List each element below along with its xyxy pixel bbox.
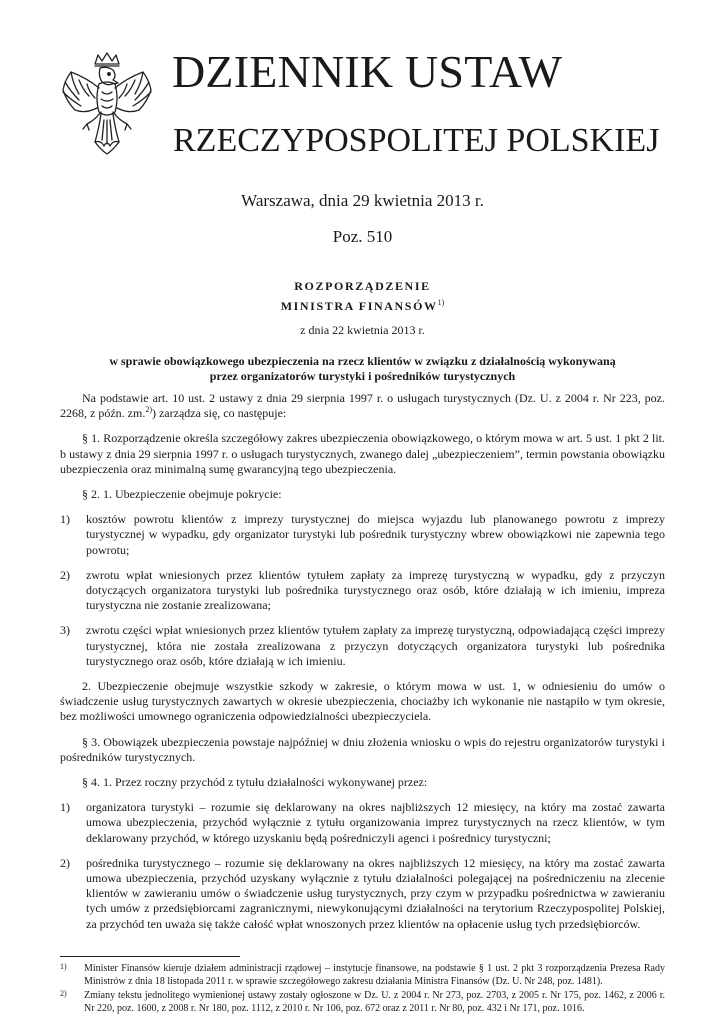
footnote-ref-2: 2) bbox=[145, 405, 152, 415]
section-1: § 1. Rozporządzenie określa szczegółowy zakres ubezpieczenia obowiązkowego, o którym mowa w art. 5 ust. 1 pkt 2 lit. b ustawy z dnia 29 sierpnia 1997 r. o usługach turystycznych, zwanego dalej „ubezpieczeniem”, termin powstania obowiązku ubezpieczenia oraz minimalną sumę gwarancyjną tego ubezpieczenia. bbox=[60, 431, 665, 476]
act-type: ROZPORZĄDZENIE bbox=[294, 279, 431, 293]
section-4-item-2 bbox=[60, 856, 665, 932]
item-number: 1) bbox=[60, 512, 70, 527]
section-3: § 3. Obowiązek ubezpieczenia powstaje najpóźniej w dniu złożenia wniosku o wpis do rejestru organizatorów turystyki i pośredników turystycznych. bbox=[60, 734, 665, 764]
act-subject-line-2: przez organizatorów turystyki i pośredników turystycznych bbox=[209, 369, 516, 383]
gazette-subtitle: RZECZYPOSPOLITEJ POLSKIEJ bbox=[173, 122, 660, 159]
item-text: kosztów powrotu klientów z imprezy turystycznej do miejsca wyjazdu lub planowanego powrotu z imprezy turystycznej w wypadku, gdy organizator turystyki lub pośrednik turystyczny wbrew obowiązkowi nie zapewnia tego powrotu; bbox=[86, 512, 665, 557]
item-number: 3) bbox=[60, 623, 70, 638]
position-number: Poz. 510 bbox=[332, 227, 393, 246]
section-2-paragraph-2: 2. Ubezpieczenie obejmuje wszystkie szkody w zakresie, o którym mowa w ust. 1, w odniesieniu do umów o świadczenie usług turystycznych zawartych w okresie ubezpieczenia, chociażby ich wykonanie nie nastąpiło w tym okresie, bez możliwości umownego ograniczenia odpowiedzialności ubezpieczyciela. bbox=[60, 679, 665, 724]
footnote-text: Minister Finansów kieruje działem administracji rządowej – instytucje finansowe, na podstawie § 1 ust. 2 pkt 3 rozporządzenia Prezesa Rady Ministrów z dnia 18 listopada 2011 r. w sprawie szczegółowego zakresu działania Ministra Finansów (Dz. U. Nr 248, poz. 1481). bbox=[84, 963, 665, 987]
publication-date: Warszawa, dnia 29 kwietnia 2013 r. bbox=[241, 191, 484, 210]
section-2-intro: § 2. 1. Ubezpieczenie obejmuje pokrycie: bbox=[82, 487, 282, 502]
act-issuer bbox=[180, 294, 545, 315]
footnote-ref-1: 1) bbox=[437, 298, 445, 307]
item-number: 2) bbox=[60, 567, 70, 582]
footnotes bbox=[60, 962, 665, 1016]
act-date: z dnia 22 kwietnia 2013 r. bbox=[300, 323, 425, 337]
item-text: pośrednika turystycznego – rozumie się deklarowany na okres najbliższych 12 miesięcy, na który ma zostać zawarta umowa ubezpieczenia, przychód uzyskany wyłącznie z tytułu działalności polegającej na pośredniczeniu na zlecenie klientów w zawieraniu umów o świadczenie usług turystycznych, przy czym w przypadku pośrednictwa w zawieraniu tych umów z przedsiębiorcami zagranicznymi, niewykonującymi działalności na terytorium Rzeczypospolitej Polskiej, za przychód ten uważa się także całość wpłat wnoszonych przez klientów na opłacenie usług tych przedsiębiorców. bbox=[86, 855, 665, 931]
item-number: 2) bbox=[60, 855, 70, 870]
gazette-title: DZIENNIK USTAW bbox=[172, 46, 563, 97]
item-text: organizatora turystyki – rozumie się deklarowany na okres najbliższych 12 miesięcy, na który ma zostać zawarta umowa ubezpieczenia, przychód wyłącznie z tytułu organizowania imprez turystycznych na rzecz klientów, w tym deklarowany przychód, w którego uzyskaniu będą pośredniczyli agenci i pośrednicy turystyczni; bbox=[86, 800, 665, 845]
section-4-item-1 bbox=[60, 800, 665, 846]
footnote-number: 1) bbox=[60, 962, 67, 971]
footnote-text: Zmiany tekstu jednolitego wymienionej ustawy zostały ogłoszone w Dz. U. z 2004 r. Nr 273, poz. 2703, z 2005 r. Nr 175, poz. 1462, z 2006 r. Nr 220, poz. 1600, z 2008 r. Nr 180, poz. 1112, z 2010 r. Nr 106, poz. 672 oraz z 2011 r. Nr 80, poz. 432 i Nr 171, poz. 1016. bbox=[84, 990, 665, 1014]
item-number: 1) bbox=[60, 800, 70, 815]
section-2-item-3 bbox=[60, 623, 665, 669]
act-subject bbox=[60, 354, 665, 384]
preamble-text-b: ) zarządza się, co następuje: bbox=[151, 406, 287, 421]
section-2-item-2 bbox=[60, 568, 665, 614]
section-4-intro: § 4. 1. Przez roczny przychód z tytułu działalności wykonywanej przez: bbox=[82, 775, 428, 790]
section-2-item-1 bbox=[60, 512, 665, 558]
footnote-2 bbox=[60, 989, 665, 1015]
footnote-1 bbox=[60, 962, 665, 988]
document-body bbox=[60, 391, 665, 942]
preamble bbox=[60, 391, 665, 421]
footnote-number: 2) bbox=[60, 989, 67, 998]
item-text: zwrotu wpłat wniesionych przez klientów tytułem zapłaty za imprezę turystyczną w wypadku, gdy z przyczyn dotyczących organizatora turystyki lub pośrednika turystycznego oraz osób, które działają w ich imieniu, impreza turystyczna nie zostanie zrealizowana; bbox=[86, 567, 665, 613]
item-text: zwrotu części wpłat wniesionych przez klientów tytułem zapłaty za imprezę turystyczną, odpowiadającą części imprezy turystycznej, która nie została zrealizowana z przyczyn dotyczących organizatora turystyki lub pośrednika turystycznego oraz osób, które działają w ich imieniu. bbox=[86, 623, 665, 668]
act-issuer-name: MINISTRA FINANSÓW bbox=[280, 299, 438, 313]
polish-eagle-emblem bbox=[57, 50, 157, 158]
preamble-text-a: Na podstawie art. 10 ust. 2 ustawy z dnia 29 sierpnia 1997 r. o usługach turystycznych (Dz. U. z 2004 r. Nr 223, poz. 2268, z późn. zm. bbox=[60, 391, 665, 421]
act-subject-line-1: w sprawie obowiązkowego ubezpieczenia na rzecz klientów w związku z działalnością wykonywaną bbox=[109, 354, 616, 368]
footnote-divider bbox=[60, 956, 240, 957]
